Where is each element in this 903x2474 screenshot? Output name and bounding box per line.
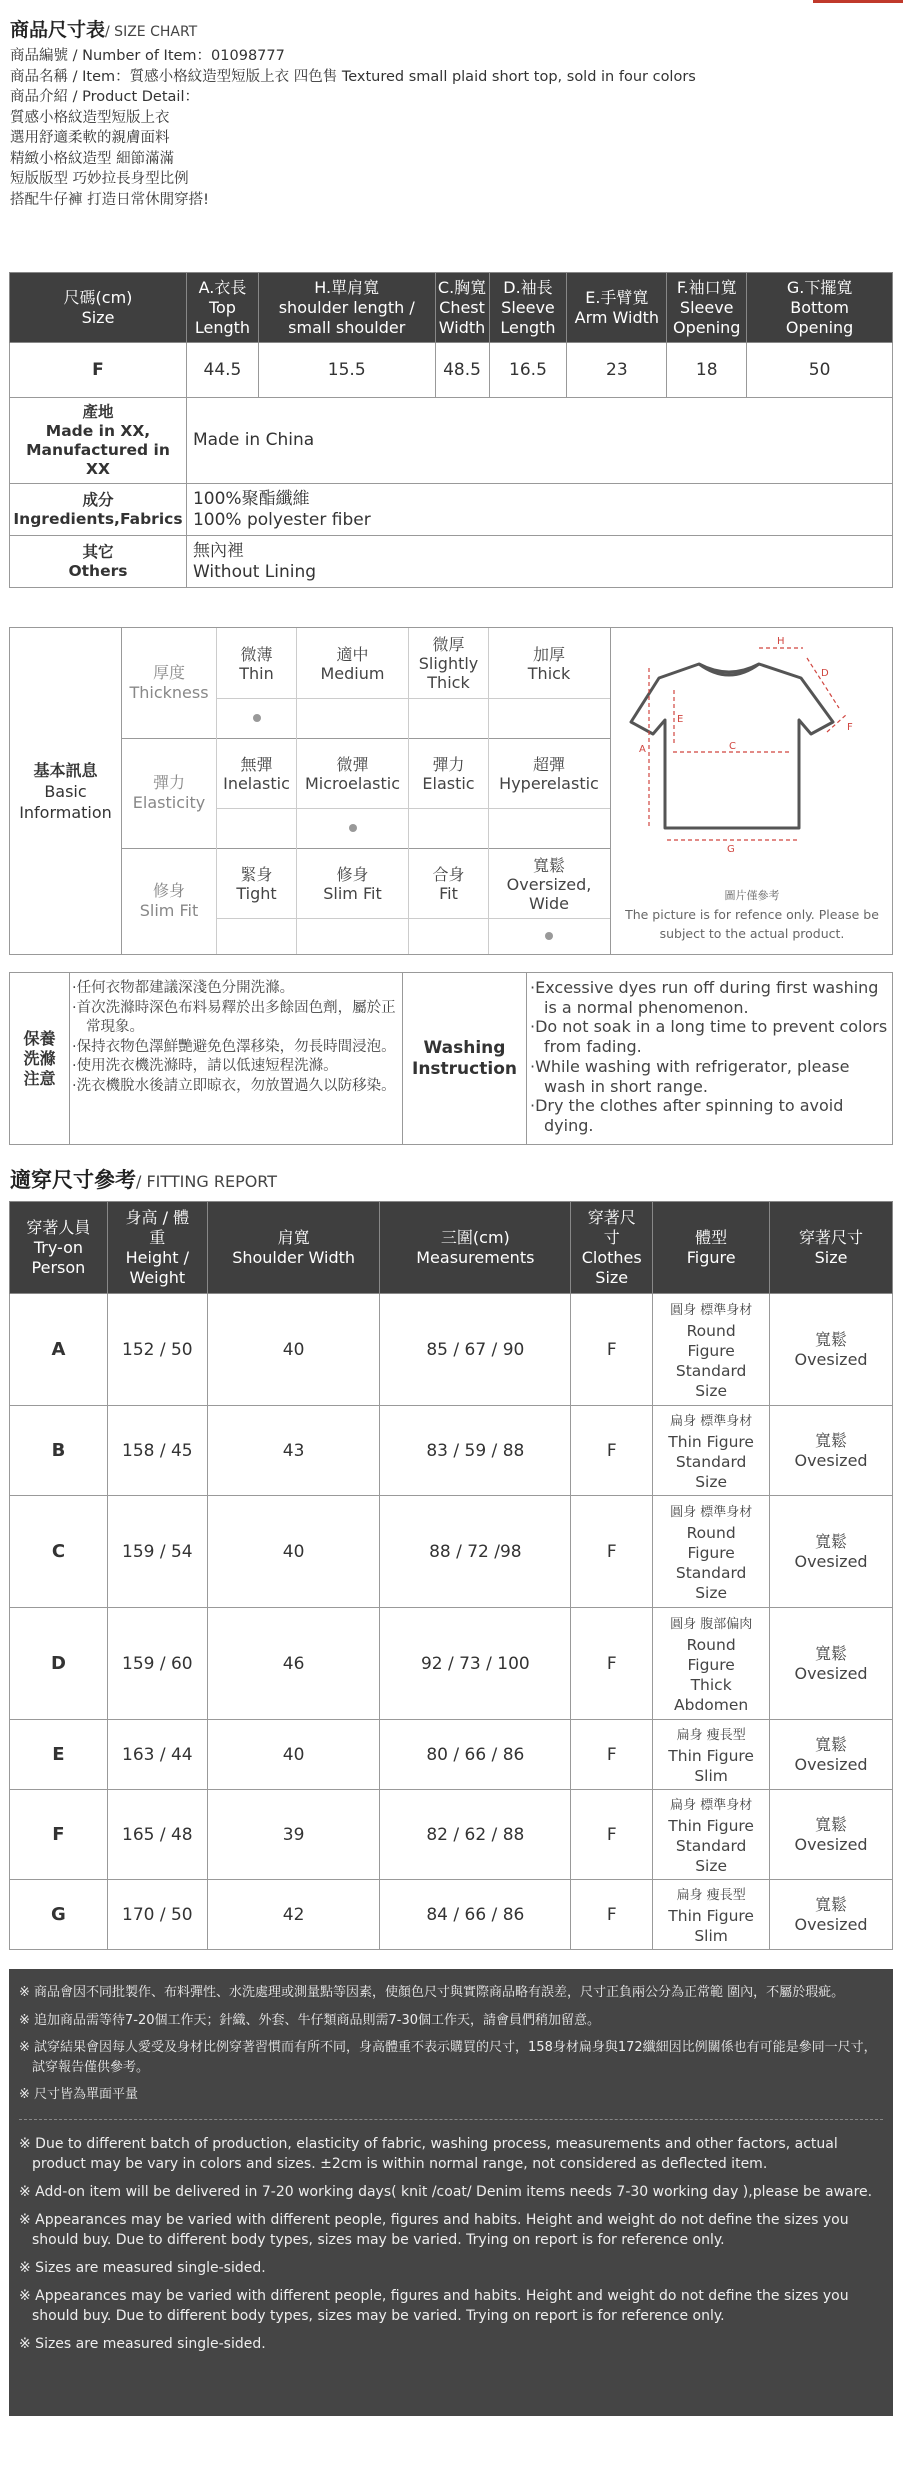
measurements-cell: 88 / 72 /98 (380, 1496, 571, 1608)
size-cell: F (10, 343, 187, 398)
header-person: 穿著人員 Try-on Person (10, 1202, 108, 1294)
option-thin: 微薄 Thin (239, 645, 274, 683)
header-chest: C.胸寬 Chest Width (435, 273, 489, 343)
slim-fit-label: 修身 Slim Fit (122, 848, 217, 954)
person-cell: C (10, 1496, 108, 1608)
washing-zh-item: ·首次洗滌時深色布料易釋於出多餘固色劑，屬於正常現象。 (72, 999, 396, 1035)
height-weight-cell: 163 / 44 (107, 1720, 207, 1790)
shoulder-cell: 40 (207, 1496, 380, 1608)
size-row (10, 343, 893, 398)
detail-line: 選用舒適柔軟的親膚面料 (10, 130, 170, 146)
clothes-size-cell: F (571, 1496, 653, 1608)
clothes-size-cell: F (571, 1608, 653, 1720)
height-weight-cell: 152 / 50 (107, 1294, 207, 1406)
origin-value: Made in China (186, 398, 892, 484)
fitting-header (10, 1202, 893, 1294)
item-name: 商品名稱 / Item：質感小格紋造型短版上衣 四色售 Textured small plaid short top, sold in four colors (10, 68, 696, 85)
material-value: 100%聚酯纖維 100% polyester fiber (186, 484, 892, 536)
header-shoulder: H.單肩寬 shoulder length / small shoulder (258, 273, 435, 343)
note-zh: ※ 試穿結果會因每人愛受及身材比例穿著習慣而有所不同，身高體重不表示購買的尺寸，158身材扁身與172纖細因比例關係也有可能是參同一尺寸，試穿報告僅供參考。 (19, 2040, 877, 2075)
shoulder-cell: 46 (207, 1608, 380, 1720)
elasticity-label: 彈力 Elasticity (122, 738, 217, 848)
figure-cell: 扁身 瘦長型 Thin Figure Slim (653, 1720, 770, 1790)
note-en: ※ Add-on item will be delivered in 7-20 working days( knit /coat/ Denim items needs 7-30 working day ),please be aware. (19, 2183, 873, 2200)
figure-cell: 圓身 腹部偏肉 Round Figure Thick Abdomen (653, 1608, 770, 1720)
letter-c: C (729, 741, 736, 752)
measurements-cell: 83 / 59 / 88 (380, 1406, 571, 1496)
height-weight-cell: 158 / 45 (107, 1406, 207, 1496)
height-weight-cell: 165 / 48 (107, 1790, 207, 1880)
option-hyperelastic: 超彈 Hyperelastic (499, 755, 599, 793)
clothes-size-cell: F (571, 1720, 653, 1790)
option-inelastic: 無彈 Inelastic (223, 755, 290, 793)
size-cell: 18 (667, 343, 747, 398)
size-table-header (10, 273, 893, 343)
detail-line: 質感小格紋造型短版上衣 (10, 109, 170, 126)
washing-zh-item: ·洗衣機脫水後請立即晾衣，勿放置過久以防移染。 (72, 1077, 396, 1094)
height-weight-cell: 159 / 54 (107, 1496, 207, 1608)
person-cell: A (10, 1294, 108, 1406)
note-en: ※ Sizes are measured single-sided. (19, 2259, 266, 2276)
option-microelastic: 微彈 Microelastic (304, 755, 400, 793)
measurements-cell: 82 / 62 / 88 (380, 1790, 571, 1880)
fit-size-cell: 寬鬆 Ovesized (770, 1790, 893, 1880)
letter-f: F (847, 722, 853, 733)
header-bottom-opening: G.下擺寬 Bottom Opening (747, 273, 893, 343)
measurements-cell: 84 / 66 / 86 (380, 1880, 571, 1950)
detail-line: 短版版型 巧妙拉長身型比例 (10, 171, 189, 187)
clothes-size-cell: F (571, 1880, 653, 1950)
fitting-row (10, 1608, 893, 1720)
fitting-row (10, 1880, 893, 1950)
option-thick: 加厚 Thick (527, 645, 571, 683)
washing-instruction (9, 972, 893, 1145)
option-slim-fit: 修身 Slim Fit (323, 865, 382, 903)
origin-row (10, 398, 893, 484)
washing-en-item: ·While washing with refrigerator, please wash in short range. (530, 1056, 850, 1096)
fitting-row (10, 1496, 893, 1608)
elasticity-selected-dot (349, 824, 357, 832)
washing-zh-label: 保養 洗滌 注意 (10, 973, 70, 1144)
others-value: 無內裡 Without Lining (186, 536, 892, 588)
person-cell: F (10, 1790, 108, 1880)
fit-size-cell: 寬鬆 Ovesized (770, 1496, 893, 1608)
option-slightly-thick: 微厚 Slightly Thick (418, 634, 479, 692)
washing-en-list (530, 978, 890, 1136)
clothes-size-cell: F (571, 1406, 653, 1496)
shoulder-cell: 43 (207, 1406, 380, 1496)
clothes-size-cell: F (571, 1294, 653, 1406)
note-zh: ※ 商品會因不同批製作、布料彈性、水洗處理或測量點等因素，使顏色尺寸與實際商品略有誤差，尺寸正負兩公分為正常範 圍內，不屬於瑕疵。 (19, 1985, 845, 2000)
person-cell: D (10, 1608, 108, 1720)
header-size: 尺碼(cm) Size (10, 273, 187, 343)
option-medium: 適中 Medium (320, 645, 385, 683)
measurements-cell: 92 / 73 / 100 (380, 1608, 571, 1720)
option-fit: 合身 Fit (432, 865, 465, 903)
header-shoulder-width: 肩寬 Shoulder Width (207, 1202, 380, 1294)
size-cell: 15.5 (258, 343, 435, 398)
fit-size-cell: 寬鬆 Ovesized (770, 1720, 893, 1790)
note-zh: ※ 追加商品需等待7-20個工作天；針織、外套、牛仔類商品則需7-30個工作天，請會員們稍加留意。 (19, 2012, 601, 2028)
figure-cell: 扁身 瘦長型 Thin Figure Slim (653, 1880, 770, 1950)
header-measurements: 三圍(cm) Measurements (380, 1202, 571, 1294)
top-accent-bar (813, 0, 903, 3)
letter-e: E (677, 714, 684, 725)
fitting-row (10, 1790, 893, 1880)
height-weight-cell: 159 / 60 (107, 1608, 207, 1720)
diagram-note: 圖片僅參考 The picture is for refence only. Please be subject to the actual product. (625, 889, 879, 941)
size-cell: 48.5 (435, 343, 489, 398)
option-oversized: 寬鬆 Oversized, Wide (506, 855, 592, 913)
header-fit-size: 穿著尺寸 Size (770, 1202, 893, 1294)
shoulder-cell: 40 (207, 1294, 380, 1406)
thickness-selected-dot (253, 714, 261, 722)
note-en: ※ Appearances may be varied with different people, figures and habits. Height and weight do not define the sizes you should buy. Due to different body types, sizes may be varied. Trying on report is for reference only. (19, 2287, 849, 2324)
fit-size-cell: 寬鬆 Ovesized (770, 1406, 893, 1496)
fitting-row (10, 1294, 893, 1406)
material-row (10, 484, 893, 536)
measurements-cell: 80 / 66 / 86 (380, 1720, 571, 1790)
others-row (10, 536, 893, 588)
others-label: 其它 Others (10, 536, 187, 588)
note-zh: ※ 尺寸皆為單面平量 (19, 2087, 139, 2102)
size-cell: 23 (567, 343, 667, 398)
item-number: 商品編號 / Number of Item：01098777 (10, 48, 285, 64)
figure-cell: 扁身 標準身材 Thin Figure Standard Size (653, 1790, 770, 1880)
shoulder-cell: 40 (207, 1720, 380, 1790)
fit-size-cell: 寬鬆 Ovesized (770, 1608, 893, 1720)
washing-en-item: ·Dry the clothes after spinning to avoid dying. (530, 1096, 844, 1135)
fitting-table (9, 1201, 893, 1950)
letter-g: G (727, 844, 735, 855)
header-sleeve-length: D.袖長 Sleeve Length (489, 273, 567, 343)
header-clothes-size: 穿著尺 寸 Clothes Size (571, 1202, 653, 1294)
clothes-size-cell: F (571, 1790, 653, 1880)
size-cell: 16.5 (489, 343, 567, 398)
detail-line: 搭配牛仔褲 打造日常休閒穿搭! (10, 191, 209, 208)
person-cell: B (10, 1406, 108, 1496)
letter-a: A (639, 744, 646, 755)
shoulder-cell: 42 (207, 1880, 380, 1950)
person-cell: E (10, 1720, 108, 1790)
fitting-report-title: 適穿尺寸參考/ FITTING REPORT (10, 1168, 278, 1192)
washing-en-label: Washing Instruction (402, 973, 527, 1144)
slim-fit-selected-dot (545, 932, 553, 940)
origin-label: 產地 Made in XX, Manufactured in XX (10, 398, 187, 484)
measurements-cell: 85 / 67 / 90 (380, 1294, 571, 1406)
option-elastic: 彈力 Elastic (422, 755, 475, 793)
thickness-label: 厚度 Thickness (122, 628, 217, 738)
fit-size-cell: 寬鬆 Ovesized (770, 1294, 893, 1406)
washing-zh-item: ·任何衣物都建議深淺色分開洗滌。 (72, 980, 295, 996)
figure-cell: 扁身 標準身材 Thin Figure Standard Size (653, 1406, 770, 1496)
letter-d: D (821, 668, 829, 679)
garment-diagram (610, 628, 892, 954)
tshirt-measure-icon (611, 628, 893, 878)
header-height-weight: 身高 / 體 重 Height / Weight (107, 1202, 207, 1294)
product-detail-label: 商品介紹 / Product Detail： (10, 89, 199, 105)
shoulder-cell: 39 (207, 1790, 380, 1880)
note-en: ※ Due to different batch of production, elasticity of fabric, washing process, measurements and other factors, actual product may be vary in colors and sizes. ±2cm is within normal range, not considered as deflected item. (19, 2135, 838, 2172)
size-cell: 44.5 (186, 343, 258, 398)
size-chart-title: 商品尺寸表/ SIZE CHART (10, 19, 198, 41)
notes-divider (19, 2119, 883, 2120)
figure-cell: 圓身 標準身材 Round Figure Standard Size (653, 1496, 770, 1608)
height-weight-cell: 170 / 50 (107, 1880, 207, 1950)
fitting-row (10, 1406, 893, 1496)
note-en: ※ Sizes are measured single-sided. (19, 2335, 266, 2352)
header-sleeve-opening: F.袖口寬 Sleeve Opening (667, 273, 747, 343)
washing-en-item: ·Excessive dyes run off during first washing is a normal phenomenon. (530, 978, 879, 1017)
fit-size-cell: 寬鬆 Ovesized (770, 1880, 893, 1950)
header-top-length: A.衣長 Top Length (186, 273, 258, 343)
basic-information (9, 627, 893, 955)
option-tight: 緊身 Tight (236, 865, 277, 903)
product-header (10, 16, 890, 210)
header-arm-width: E.手臂寬 Arm Width (567, 273, 667, 343)
letter-h: H (777, 636, 785, 647)
material-label: 成分 Ingredients,Fabrics (10, 484, 187, 536)
basic-info-label: 基本訊息 Basic Information (10, 628, 122, 954)
note-en: ※ Appearances may be varied with different people, figures and habits. Height and weight do not define the sizes you should buy. Due to different body types, sizes may be varied. Trying on report is for reference only. (19, 2211, 849, 2248)
fitting-row (10, 1720, 893, 1790)
washing-zh-item: ·使用洗衣機洗滌時，請以低速短程洗滌。 (72, 1058, 338, 1074)
washing-en-item: ·Do not soak in a long time to prevent colors from fading. (530, 1017, 888, 1057)
notes-panel (9, 1969, 893, 2416)
washing-zh-list (72, 979, 402, 1096)
washing-zh-item: ·保持衣物色澤鮮艷避免色澤移染，勿長時間浸泡。 (72, 1038, 396, 1055)
size-cell: 50 (747, 343, 893, 398)
detail-line: 精緻小格紋造型 細節滿滿 (10, 150, 175, 167)
figure-cell: 圓身 標準身材 Round Figure Standard Size (653, 1294, 770, 1406)
person-cell: G (10, 1880, 108, 1950)
size-table (9, 272, 893, 588)
header-figure: 體型 Figure (653, 1202, 770, 1294)
